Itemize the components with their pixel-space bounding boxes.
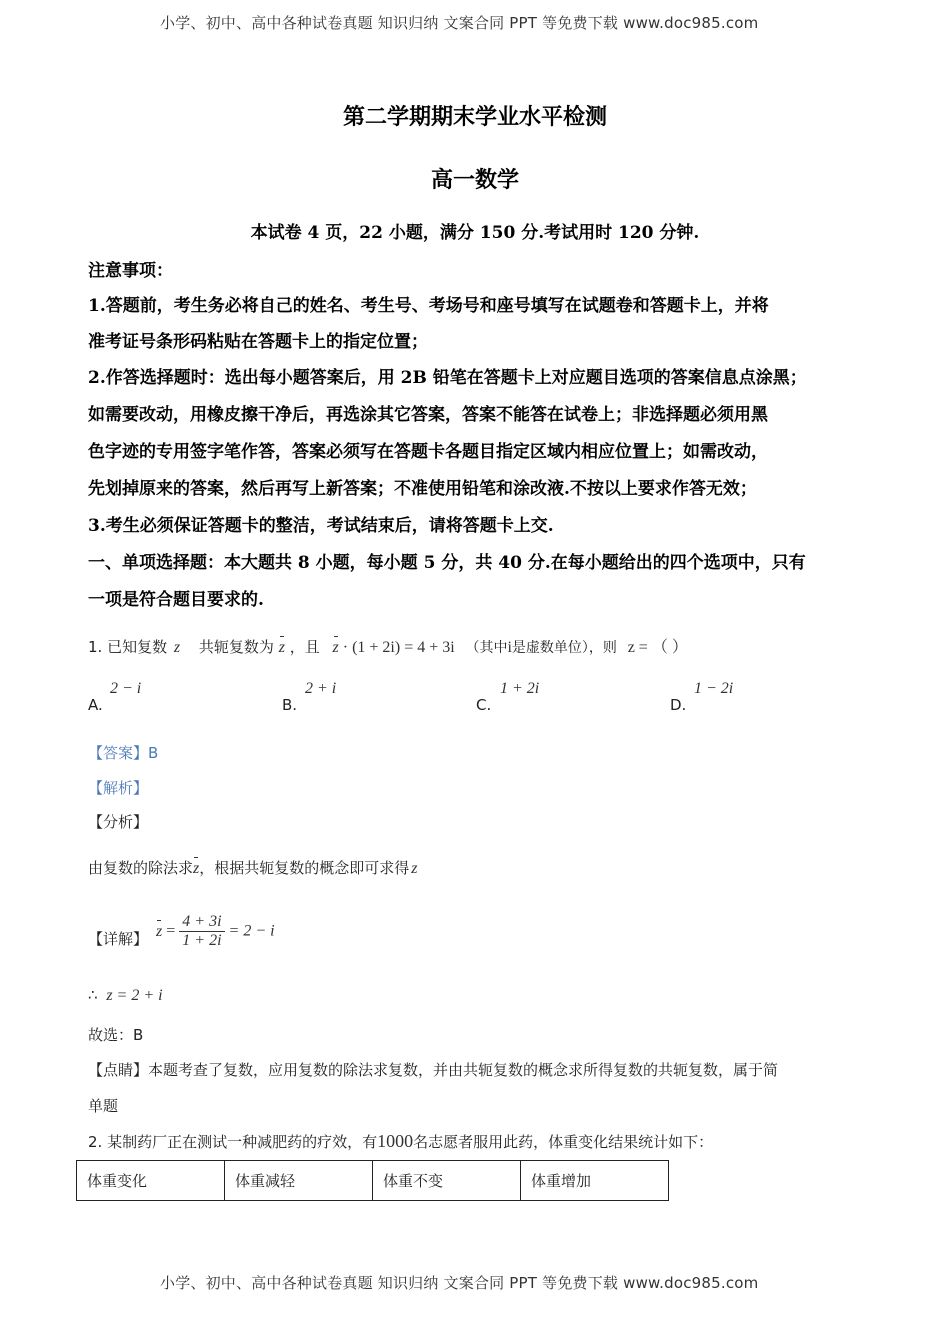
page-title: 第二学期期末学业水平检测 (342, 104, 607, 130)
table-header-cell: 体重减轻 (225, 1161, 373, 1201)
question-2: 2. 某制药厂正在测试一种减肥药的疗效，有1000名志愿者服用此药，体重变化结果统计如下： (88, 1131, 714, 1151)
notes-line: 色字迹的专用签字笔作答，答案必须写在答题卡各题目指定区域内相应位置上；如需改动， (88, 442, 768, 462)
option-c-value: 1 + 2i (500, 680, 540, 697)
therefore-line: ∴ z = 2 + i (88, 986, 163, 1004)
table-header-cell: 体重增加 (521, 1161, 669, 1201)
weight-change-table (76, 1160, 669, 1201)
footer-banner: 小学、初中、高中各种试卷真题 知识归纳 文案合同 PPT 等免费下载 www.doc985.com (160, 1274, 759, 1292)
notes-heading: 注意事项： (88, 261, 173, 281)
option-b: B. (282, 696, 298, 714)
table-header-cell: 体重不变 (373, 1161, 521, 1201)
fenxi-label: 【分析】 (88, 813, 149, 831)
section-heading: 一、单项选择题：本大题共 8 小题，每小题 5 分，共 40 分.在每小题给出的四个选项中，只有 (88, 553, 806, 573)
dianjing-line-cont: 单题 (88, 1097, 119, 1115)
option-d: D. (670, 696, 687, 714)
section-heading-cont: 一项是符合题目要求的. (88, 590, 264, 610)
fraction-numerator: 4 + 3i (179, 913, 224, 932)
notes-line: 2.作答选择题时：选出每小题答案后，用 2B 铅笔在答题卡上对应题目选项的答案信息点涂黑； (88, 368, 807, 388)
notes-line: 准考证号条形码粘贴在答题卡上的指定位置； (88, 332, 428, 352)
dianjing-line: 【点睛】本题考查了复数，应用复数的除法求复数，并由共轭复数的概念求所得复数的共轭复数，属于简 (88, 1061, 779, 1079)
xiangjie-label: 【详解】 (88, 930, 149, 948)
table-row (77, 1161, 669, 1201)
exam-info: 本试卷 4 页，22 小题，满分 150 分.考试用时 120 分钟. (250, 223, 700, 243)
fenxi-text: 由复数的除法求z，根据共轭复数的概念即可求得 z (88, 859, 418, 877)
detail-equation: z = $\frac{4 + 3i}{1 + 2i}$ = 2 − i (156, 913, 275, 949)
option-a: A. (88, 696, 103, 714)
analysis-label: 【解析】 (88, 779, 149, 797)
choose-line: 故选：B (88, 1026, 144, 1044)
notes-line: 如需要改动，用橡皮擦干净后，再选涂其它答案，答案不能答在试卷上；非选择题必须用黑 (88, 405, 768, 425)
header-banner: 小学、初中、高中各种试卷真题 知识归纳 文案合同 PPT 等免费下载 www.doc985.com (160, 14, 759, 32)
answer-label: 【答案】B (88, 744, 159, 762)
notes-line: 先划掉原来的答案，然后再写上新答案；不准使用铅笔和涂改液.不按以上要求作答无效； (88, 479, 757, 499)
notes-line: 1.答题前，考生务必将自己的姓名、考生号、考场号和座号填写在试题卷和答题卡上，并将 (88, 296, 769, 316)
option-a-value: 2 − i (110, 680, 142, 697)
fraction-denominator: 1 + 2i (182, 932, 222, 949)
option-c: C. (476, 696, 492, 714)
table-header-cell: 体重变化 (77, 1161, 225, 1201)
option-b-value: 2 + i (305, 680, 337, 697)
option-d-value: 1 − 2i (694, 680, 734, 697)
notes-line: 3.考生必须保证答题卡的整洁，考试结束后，请将答题卡上交. (88, 516, 554, 536)
question-1: 1. 已知复数 z 共轭复数为 z ，且 z · (1 + 2i) = 4 + 3i （其中i是虚数单位），则 z = （ ） (88, 638, 688, 656)
page-subtitle: 高一数学 (430, 167, 519, 193)
